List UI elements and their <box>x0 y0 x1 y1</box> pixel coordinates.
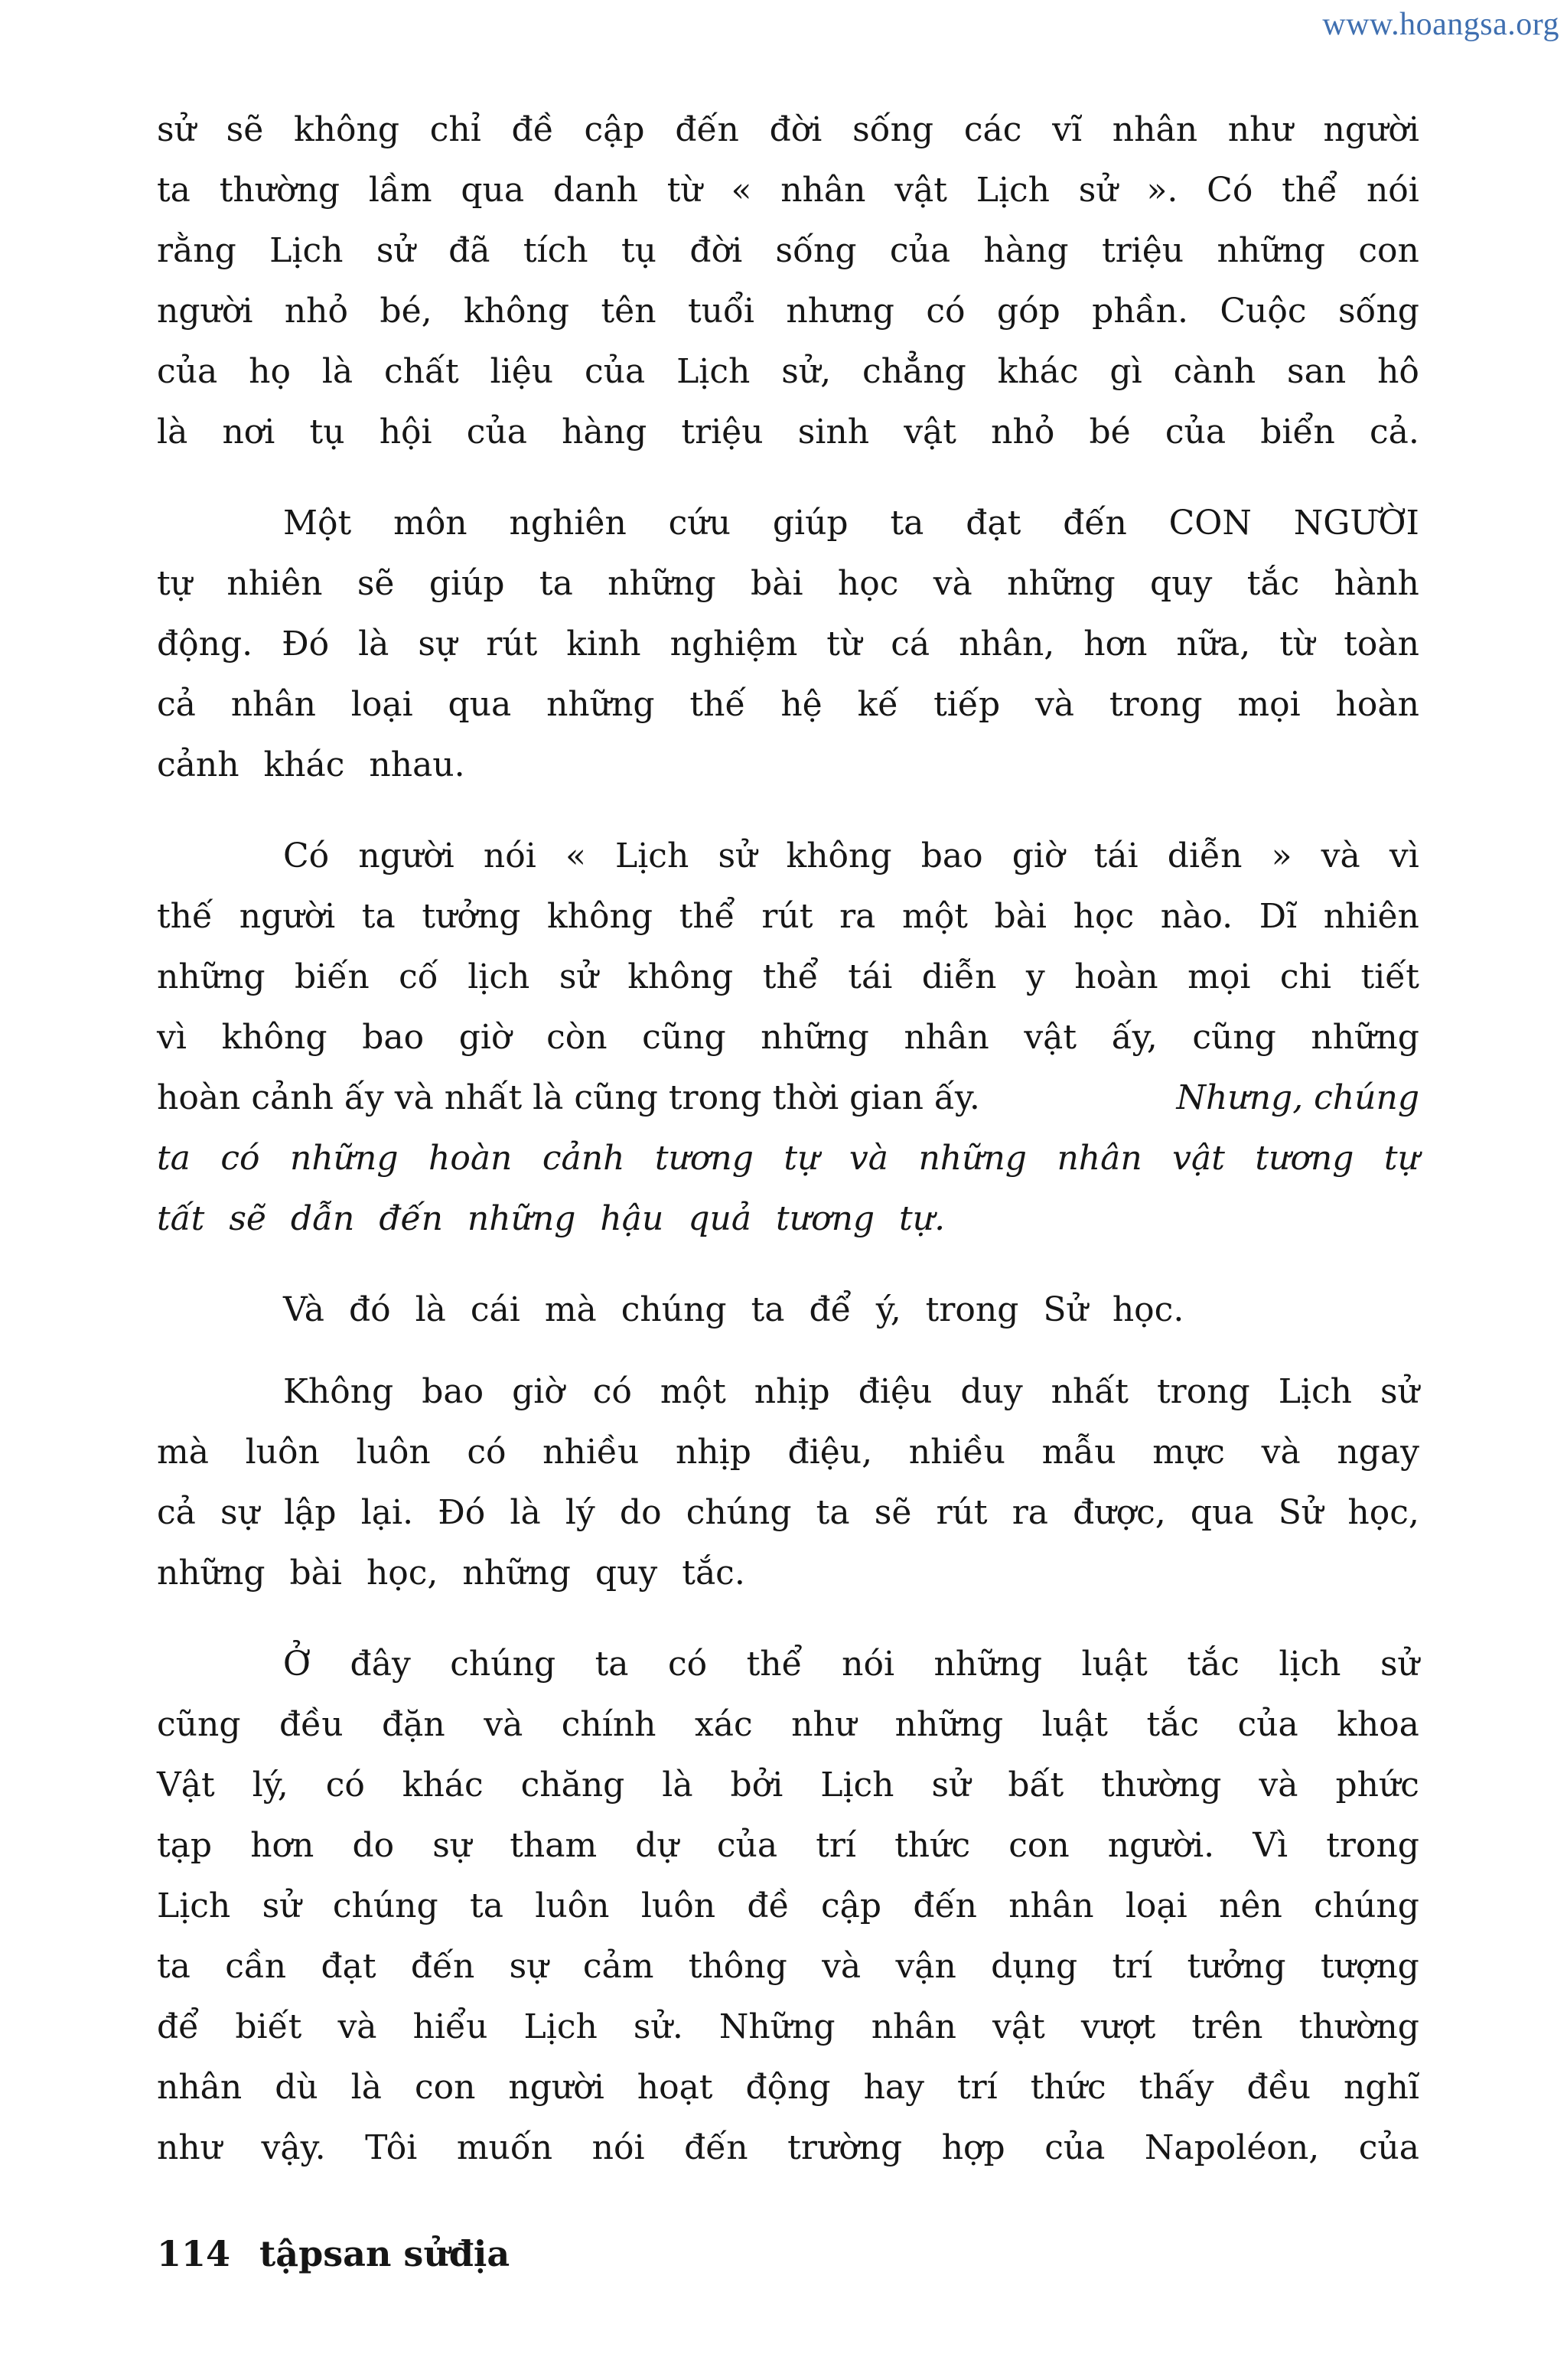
page-footer <box>157 2233 510 2274</box>
text-line: nhân dù là con người hoạt động hay trí thức thấy đều nghĩ <box>157 2068 1419 2107</box>
paragraph-4 <box>157 1280 1419 1340</box>
text-line: để biết và hiểu Lịch sử. Những nhân vật vượt trên thường <box>157 2007 1419 2046</box>
paragraph-2 <box>157 493 1419 795</box>
text-line: như vậy. Tôi muốn nói đến trường hợp của Napoléon, của <box>157 2128 1419 2167</box>
text-line: Lịch sử chúng ta luôn luôn đề cập đến nhân loại nên chúng <box>157 1886 1419 1925</box>
italic-text-span: Nhưng, chúng <box>1176 1078 1419 1117</box>
text-line: cảnh khác nhau. <box>157 745 465 784</box>
text-line: rằng Lịch sử đã tích tụ đời sống của hàng triệu những con <box>157 231 1419 270</box>
text-line: Không bao giờ có một nhịp điệu duy nhất trong Lịch sử <box>283 1372 1419 1411</box>
text-span: hoàn cảnh ấy và nhất là cũng trong thời gian ấy. <box>157 1078 980 1117</box>
text-line: cũng đều đặn và chính xác như những luật tắc của khoa <box>157 1705 1419 1744</box>
text-line: cả nhân loại qua những thế hệ kế tiếp và trong mọi hoàn <box>157 685 1419 724</box>
text-line: tạp hơn do sự tham dự của trí thức con người. Vì trong <box>157 1826 1419 1865</box>
text-line: của họ là chất liệu của Lịch sử, chẳng khác gì cành san hô <box>157 352 1419 391</box>
paragraph-5 <box>157 1361 1419 1603</box>
text-line: Có người nói « Lịch sử không bao giờ tái diễn » và vì <box>283 836 1419 875</box>
page-body <box>157 99 1419 2209</box>
text-line: thế người ta tưởng không thể rút ra một bài học nào. Dĩ nhiên <box>157 897 1419 936</box>
text-line: tự nhiên sẽ giúp ta những bài học và những quy tắc hành <box>157 564 1419 603</box>
text-line: sử sẽ không chỉ đề cập đến đời sống các vĩ nhân như người <box>157 110 1419 149</box>
text-line: mà luôn luôn có nhiều nhịp điệu, nhiều mẫu mực và ngay <box>157 1433 1419 1472</box>
paragraph-3 <box>157 826 1419 1249</box>
text-line: là nơi tụ hội của hàng triệu sinh vật nhỏ bé của biển cả. <box>157 412 1419 452</box>
text-line: động. Đó là sự rút kinh nghiệm từ cá nhân, hơn nữa, từ toàn <box>157 624 1419 663</box>
page-number: 114 <box>157 2233 231 2274</box>
text-line: những bài học, những quy tắc. <box>157 1554 745 1593</box>
publication-title: tậpsan sửđịa <box>259 2233 510 2274</box>
italic-text-line: tất sẽ dẫn đến những hậu quả tương tự. <box>157 1199 946 1238</box>
text-line: ta cần đạt đến sự cảm thông và vận dụng trí tưởng tượng <box>157 1947 1419 1986</box>
text-line: ta thường lầm qua danh từ « nhân vật Lịch sử ». Có thể nói <box>157 171 1419 210</box>
text-line: Ở đây chúng ta có thể nói những luật tắc lịch sử <box>283 1645 1419 1684</box>
paragraph-6 <box>157 1634 1419 2178</box>
text-line: vì không bao giờ còn cũng những nhân vật ấy, cũng những <box>157 1018 1419 1057</box>
text-line: Một môn nghiên cứu giúp ta đạt đến CON NGƯỜI <box>283 504 1419 543</box>
text-line: những biến cố lịch sử không thể tái diễn y hoàn mọi chi tiết <box>157 957 1419 996</box>
text-line: cả sự lập lại. Đó là lý do chúng ta sẽ rút ra được, qua Sử học, <box>157 1493 1419 1532</box>
paragraph-1 <box>157 99 1419 462</box>
text-line: Vật lý, có khác chăng là bởi Lịch sử bất thường và phức <box>157 1765 1419 1805</box>
italic-text-line: ta có những hoàn cảnh tương tự và những nhân vật tương tự <box>157 1139 1419 1178</box>
text-line: Và đó là cái mà chúng ta để ý, trong Sử học. <box>283 1290 1184 1329</box>
watermark-url: www.hoangsa.org <box>1322 7 1559 42</box>
text-line-mixed <box>157 1068 1419 1128</box>
text-line: người nhỏ bé, không tên tuổi nhưng có góp phần. Cuộc sống <box>157 292 1419 331</box>
